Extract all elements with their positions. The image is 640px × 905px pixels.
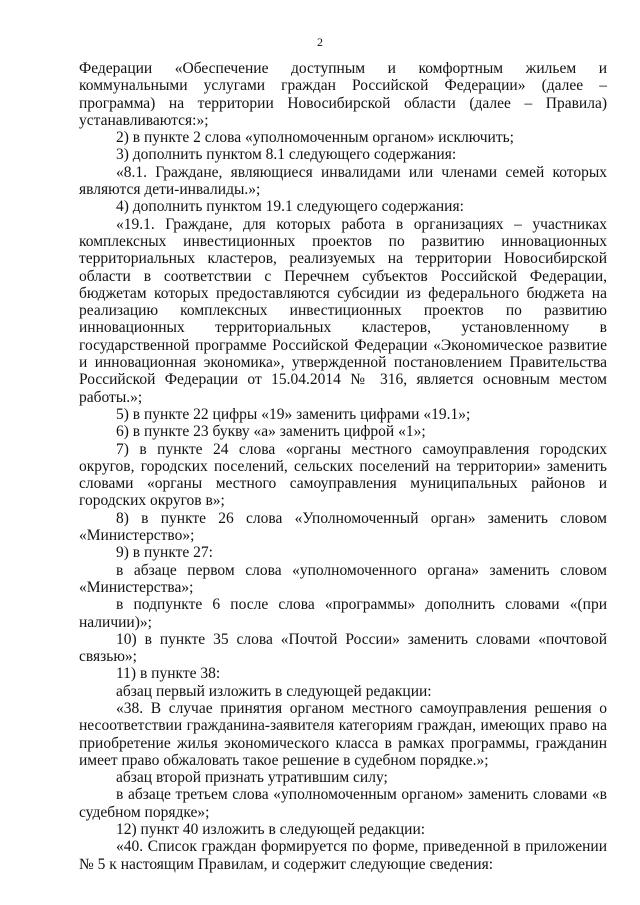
document-body	[79, 60, 607, 873]
paragraph: 7) в пункте 24 слова «органы местного самоуправления городских округов, городских поселений, сельских поселений на территории» заменить словами «органы местного самоуправления муниципальных районов и городских округов в»;	[79, 440, 607, 510]
paragraph: «19.1. Граждане, для которых работа в организациях – участниках комплексных инвестиционных проектов по развитию инновационных территориальных кластеров, реализуемых на территории Новосибирской области в соответствии с Перечнем субъектов Российской Федерации, бюджетам которых предоставляются субсидии из федерального бюджета на реализацию комплексных инвестиционных проектов по развитию инновационных территориальных кластеров, установленному в государственной программе Российской Федерации «Экономическое развитие и инновационная экономика», утвержденной постановлением Правительства Российской Федерации от 15.04.2014 № 316, является основным местом работы.»;	[79, 215, 607, 406]
paragraph: 4) дополнить пунктом 19.1 следующего содержания:	[116, 198, 464, 216]
paragraph: абзац второй признать утратившим силу;	[116, 769, 388, 787]
paragraph: 8) в пункте 26 слова «Уполномоченный орган» заменить словом «Министерство»;	[79, 509, 607, 545]
paragraph: 11) в пункте 38:	[116, 665, 221, 683]
paragraph: 9) в пункте 27:	[116, 544, 213, 562]
paragraph: «40. Список граждан формируется по форме, приведенной в приложении № 5 к настоящим Правилам, и содержит следующие сведения:	[79, 838, 607, 873]
paragraph: 2) в пункте 2 слова «уполномоченным органом» исключить;	[116, 129, 514, 147]
paragraph: «38. В случае принятия органом местного самоуправления решения о несоответствии гражданина-заявителя категориям граждан, имеющих право на приобретение жилья экономического класса в рамках программы, гражданин имеет право обжаловать такое решение в судебном порядке.»;	[79, 699, 607, 769]
paragraph: Федерации «Обеспечение доступным и комфортным жильем и коммунальными услугами граждан Российской Федерации» (далее – программа) на территории Новосибирской области (далее – Правила) устанавливаются:»;	[79, 60, 607, 129]
paragraph: 12) пункт 40 изложить в следующей редакции:	[116, 821, 426, 839]
paragraph: в подпункте 6 после слова «программы» дополнить словами «(при наличии)»;	[79, 596, 607, 631]
page-number: 2	[317, 35, 323, 49]
paragraph: 5) в пункте 22 цифры «19» заменить цифрами «19.1»;	[116, 405, 471, 423]
paragraph: в абзаце первом слова «уполномоченного органа» заменить словом «Министерства»;	[79, 561, 607, 596]
paragraph: 3) дополнить пунктом 8.1 следующего содержания:	[116, 146, 457, 164]
paragraph: «8.1. Граждане, являющиеся инвалидами или членами семей которых являются дети-инвалиды.»;	[79, 163, 607, 199]
paragraph: 6) в пункте 23 букву «а» заменить цифрой «1»;	[116, 423, 426, 441]
paragraph: абзац первый изложить в следующей редакции:	[116, 682, 432, 700]
paragraph: в абзаце третьем слова «уполномоченным органом» заменить словами «в судебном порядке»;	[79, 786, 607, 821]
paragraph: 10) в пункте 35 слова «Почтой России» заменить словами «почтовой связью»;	[79, 630, 607, 666]
